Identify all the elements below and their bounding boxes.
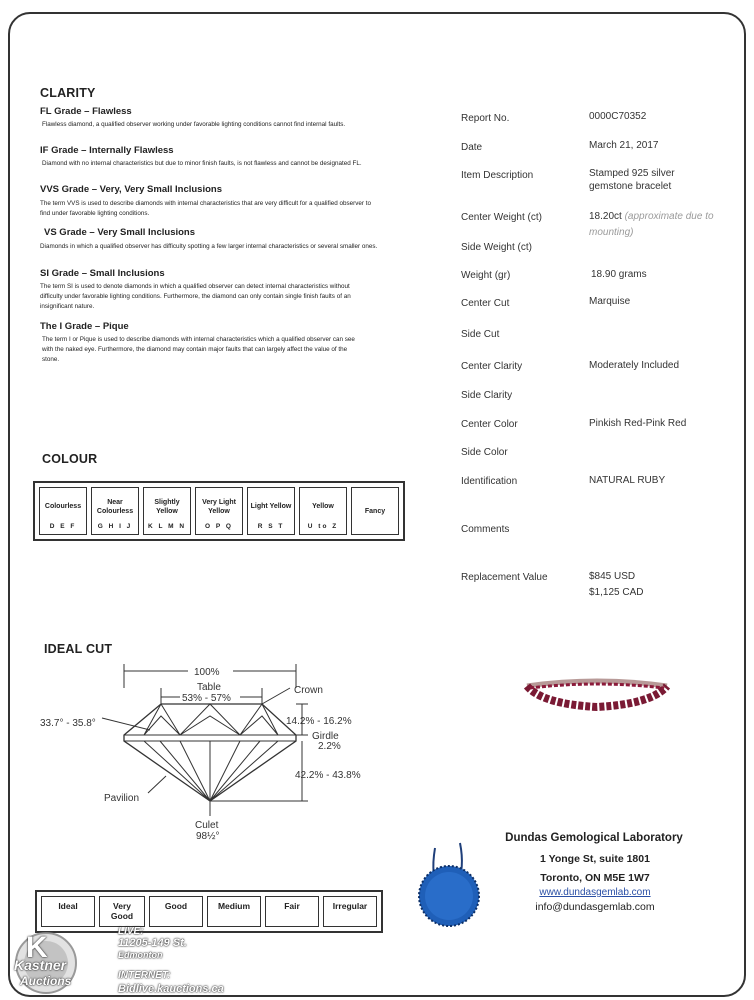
diagram-crown-label: Crown <box>294 685 323 696</box>
report-value-line2: gemstone bracelet <box>589 181 672 192</box>
ideal-cut-heading: IDEAL CUT <box>44 642 113 656</box>
lab-address-2: Toronto, ON M5E 1W7 <box>540 872 650 884</box>
grade-i-title: The I Grade – Pique <box>40 321 129 332</box>
cut-grade-cell: Fair <box>265 896 319 927</box>
report-label: Side Clarity <box>461 390 513 401</box>
diagram-pavilion-depth: 42.2% - 43.8% <box>295 770 361 781</box>
colour-cell <box>39 487 87 535</box>
grade-si-title: SI Grade – Small Inclusions <box>40 268 165 279</box>
report-label: Center Color <box>461 419 518 430</box>
report-value: Marquise <box>589 296 631 307</box>
report-value: 18.90 grams <box>591 269 647 280</box>
report-note-line2-wrap <box>589 227 633 238</box>
grade-if-title: IF Grade – Internally Flawless <box>40 145 174 156</box>
report-label: Comments <box>461 524 510 535</box>
colour-cell-grades: K L M N <box>147 522 187 530</box>
grade-vvs-title: VVS Grade – Very, Very Small Inclusions <box>40 184 222 195</box>
colour-cell-grades: D E F <box>49 522 77 530</box>
auction-logo <box>6 925 104 995</box>
lab-address-1: 1 Yonge St, suite 1801 <box>540 853 650 865</box>
diagram-table-range: 53% - 57% <box>182 693 231 704</box>
watermark-internet-url: Bidlive.kauctions.ca <box>118 983 224 995</box>
report-value-line2: $1,125 CAD <box>589 587 644 598</box>
watermark-live-address: 11205-149 St. <box>118 937 187 949</box>
bracelet-photo <box>522 674 672 714</box>
diagram-girdle-label: Girdle <box>312 731 339 742</box>
report-label: Replacement Value <box>461 572 548 583</box>
colour-cell-grades: G H I J <box>97 522 133 530</box>
colour-cell-grades: U to Z <box>307 522 339 530</box>
grade-fl-text: Flawless diamond, a qualified observer working under favorable lighting conditions cannot find internal faults. <box>42 121 346 128</box>
auction-logo-top: Kastner <box>14 957 67 973</box>
cut-grade-cell: Irregular <box>323 896 377 927</box>
colour-cell-name: Fancy <box>364 507 386 515</box>
colour-scale-table <box>33 481 405 541</box>
grade-vs-text: Diamonds in which a qualified observer has difficulty spotting a few larger internal characteristics or several smaller ones. <box>40 243 378 250</box>
colour-cell-name: Yellow <box>312 503 334 510</box>
colour-heading: COLOUR <box>42 452 98 466</box>
colour-cell <box>195 487 243 535</box>
grade-fl-title: FL Grade – Flawless <box>40 106 132 117</box>
colour-cell-grades: O P Q <box>205 522 233 530</box>
grade-i-text: The term I or Pique is used to describe diamonds with internal characteristics which a qualified observer can see with the naked eye. Furthermore, the diamond may contain major faults that can largely affect the value of the stone. <box>42 336 355 363</box>
report-label: Center Cut <box>461 298 510 309</box>
colour-cell-name: Colourless <box>44 503 82 510</box>
diagram-pavilion-label: Pavilion <box>104 793 140 804</box>
diagram-culet-label: Culet <box>195 820 219 831</box>
report-value: 18.20ct <box>589 211 622 222</box>
diagram-girdle-value: 2.2% <box>318 741 341 752</box>
lab-website-link[interactable]: www.dundasgemlab.com <box>539 887 651 898</box>
colour-cell-name: Light Yellow <box>250 503 292 510</box>
colour-cell-grades: R S T <box>257 522 285 530</box>
colour-cell <box>351 487 399 535</box>
report-note: (approximate due to <box>624 211 714 222</box>
grade-if-text: Diamond with no internal characteristics but due to minor finish faults, is not flawless and cannot be designated FL. <box>42 160 362 167</box>
report-label: Center Clarity <box>461 361 523 372</box>
diagram-table-label: Table <box>197 682 221 693</box>
report-value: Pinkish Red-Pink Red <box>589 418 687 429</box>
grade-vvs-text: The term VVS is used to describe diamonds with internal characteristics that are very difficult for a qualified observer to find under favorable lighting conditions. <box>40 200 371 217</box>
report-label: Center Weight (ct) <box>461 212 542 223</box>
auction-logo-bottom: Auctions <box>20 974 72 988</box>
auction-logo-letter: K <box>26 931 48 964</box>
report-value: March 21, 2017 <box>589 140 659 151</box>
colour-cell <box>299 487 347 535</box>
cut-grade-cell: Ideal <box>41 896 95 927</box>
report-label: Weight (gr) <box>461 270 511 281</box>
colour-cell <box>247 487 295 535</box>
report-label: Side Weight (ct) <box>461 242 532 253</box>
cut-grade-cell: Good <box>149 896 203 927</box>
report-value: NATURAL RUBY <box>589 475 666 486</box>
report-value: Stamped 925 silver <box>589 168 675 179</box>
report-value: 0000C70352 <box>589 111 647 122</box>
colour-cell <box>143 487 191 535</box>
report-label: Item Description <box>461 170 534 181</box>
colour-cell-name: Very Light Yellow <box>202 498 236 515</box>
grade-vs-title: VS Grade – Very Small Inclusions <box>44 227 196 238</box>
colour-cell <box>91 487 139 535</box>
report-note-line2: mounting) <box>589 227 634 238</box>
watermark-live-label: LIVE: <box>118 926 144 937</box>
colour-cell-name: Slightly Yellow <box>154 498 180 515</box>
report-label: Side Color <box>461 447 508 458</box>
report-value-with-note <box>589 211 714 222</box>
diagram-crown-angle: 33.7° - 35.8° <box>40 718 96 729</box>
cut-grade-cell: Medium <box>207 896 261 927</box>
report-value: $845 USD <box>589 571 636 582</box>
watermark-live-city: Edmonton <box>118 950 163 960</box>
report-value: Moderately Included <box>589 360 680 371</box>
watermark-internet-label: INTERNET: <box>118 970 171 981</box>
diamond-proportion-diagram <box>40 658 370 843</box>
lab-email: info@dundasgemlab.com <box>535 901 655 913</box>
report-label: Report No. <box>461 113 510 124</box>
cut-grade-cell: Very Good <box>99 896 145 927</box>
report-label: Identification <box>461 476 518 487</box>
colour-cell-name: Near Colourless <box>96 498 134 515</box>
diagram-culet-value: 98½° <box>196 831 220 842</box>
report-label: Side Cut <box>461 329 500 340</box>
clarity-heading: CLARITY <box>40 86 96 100</box>
report-label: Date <box>461 142 483 153</box>
grade-si-text: The term SI is used to denote diamonds in which a qualified observer can detect internal characteristics without difficulty under favorable lighting conditions. Furthermore, the diamond can only contain single finish faults of an insignificant nature. <box>40 283 351 310</box>
lab-name: Dundas Gemological Laboratory <box>505 832 683 844</box>
diagram-width-label: 100% <box>194 667 220 678</box>
seal-icon <box>405 838 495 928</box>
diagram-crown-height: 14.2% - 16.2% <box>286 716 352 727</box>
